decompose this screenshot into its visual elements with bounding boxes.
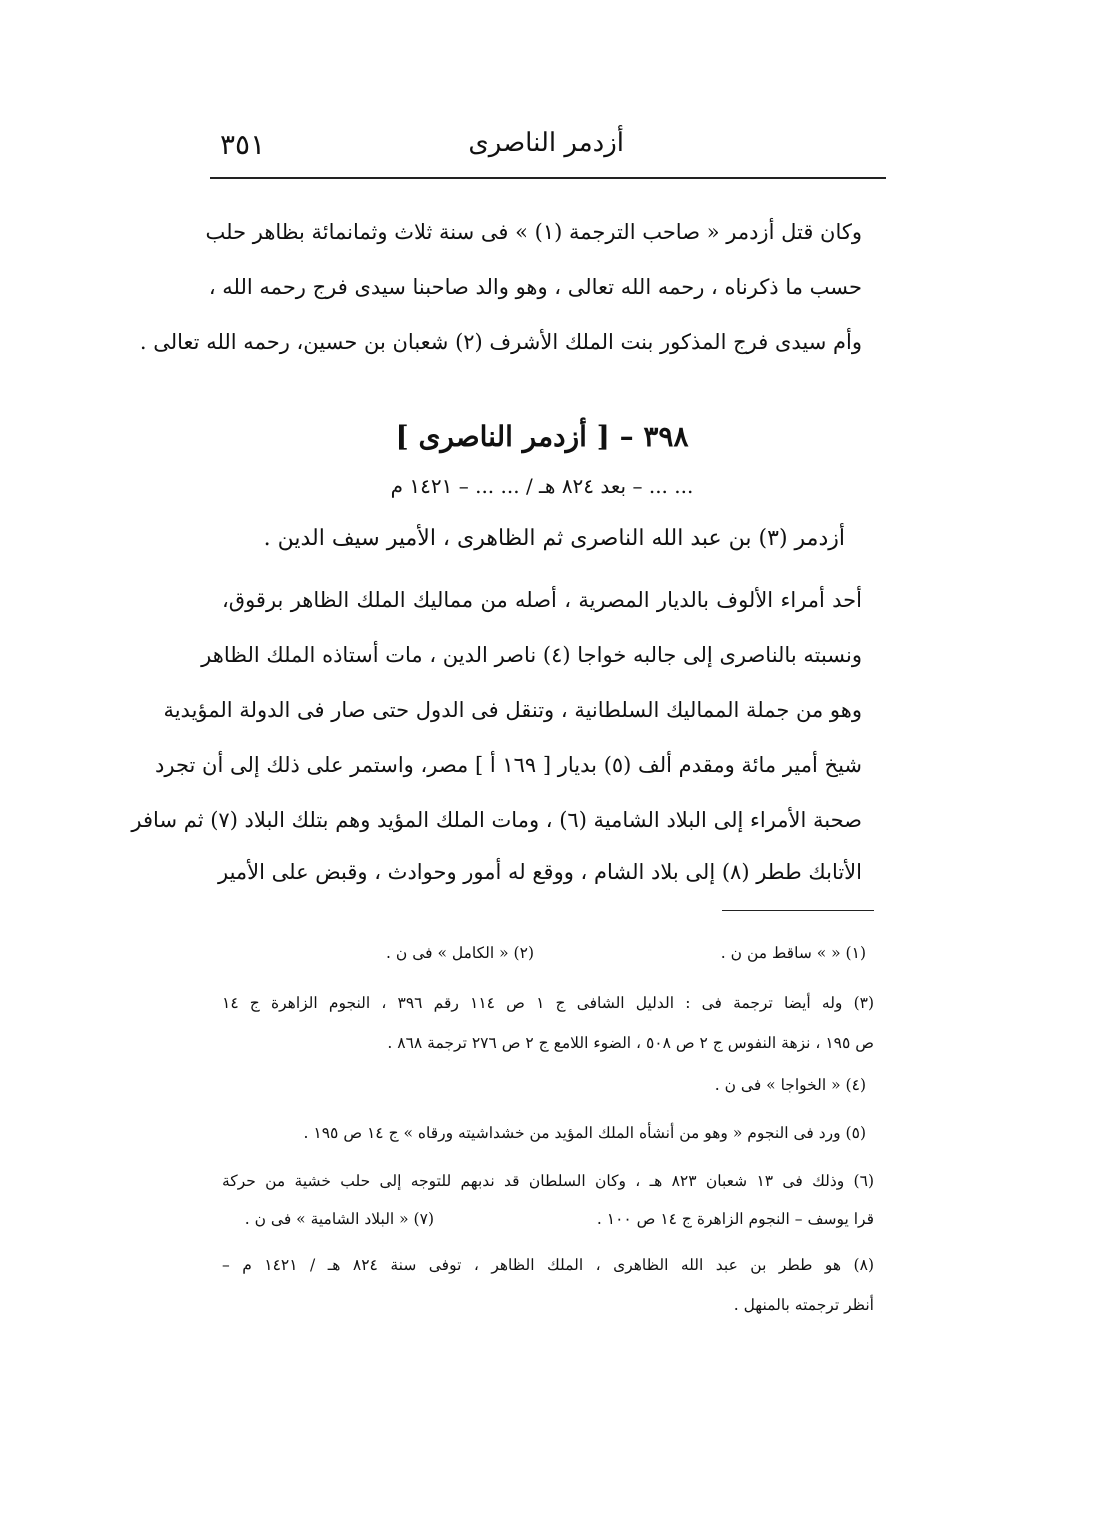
footnote-7: (٧) « البلاد الشامية » فى ن .	[244, 1210, 434, 1228]
intro-line-3: وأم سيدى فرج المذكور بنت الملك الأشرف (٢) شعبان بن حسين، رحمه الله تعالى .	[139, 330, 862, 354]
entry-title: ٣٩٨ – [ أزدمر الناصرى ]	[395, 420, 689, 453]
page-number: ٣٥١	[220, 128, 266, 161]
running-title: أزدمر الناصرى	[468, 128, 624, 158]
footnote-6-line-2: قرا يوسف – النجوم الزاهرة ج ١٤ ص ١٠٠ .	[596, 1210, 874, 1228]
footnote-3-line-1: (٣) وله أيضا ترجمة فى : الدليل الشافى ج ١ ص ١١٤ رقم ٣٩٦ ، النجوم الزاهرة ج ١٤	[222, 994, 875, 1012]
body-line-2: ونسبته بالناصرى إلى جالبه خواجا (٤) ناصر الدين ، مات أستاذه الملك الظاهر	[201, 643, 862, 667]
body-line-6: الأتابك ططر (٨) إلى بلاد الشام ، ووقع له أمور وحوادث ، وقبض على الأمير	[217, 860, 862, 884]
footnote-5: (٥) ورد فى النجوم « وهو من أنشأه الملك المؤيد من خشداشيته ورقاه » ج ١٤ ص ١٩٥ .	[303, 1124, 866, 1142]
header-rule	[210, 177, 886, 179]
body-line-5: صحبة الأمراء إلى البلاد الشامية (٦) ، ومات الملك المؤيد وهم بتلك البلاد (٧) ثم سافر	[131, 808, 862, 832]
footnote-4: (٤) « الخواجا » فى ن .	[714, 1076, 866, 1094]
footnote-2: (٢) « الكامل » فى ن .	[386, 944, 534, 962]
body-line-4: شيخ أمير مائة ومقدم ألف (٥) بديار [ ١٦٩ أ ] مصر، واستمر على ذلك إلى أن تجرد	[155, 753, 862, 777]
footnote-row-1-2	[222, 944, 874, 968]
footnote-1: (١) « » ساقط من ن .	[720, 944, 866, 962]
intro-line-1: وكان قتل أزدمر « صاحب الترجمة (١) » فى سنة ثلاث وثمانمائة بظاهر حلب	[205, 220, 862, 244]
footnote-row-6b-7	[222, 1210, 874, 1234]
footnote-rule	[722, 910, 874, 911]
entry-dates: ... ... – بعد ٨٢٤ هـ / ... ... – ١٤٢١ م	[390, 474, 694, 498]
footnote-6-line-1: (٦) وذلك فى ١٣ شعبان ٨٢٣ هـ ، وكان السلطان قد ندبهم للتوجه إلى حلب خشية من حركة	[222, 1172, 874, 1190]
footnote-3-line-2: ص ١٩٥ ، نزهة النفوس ج ٢ ص ٥٠٨ ، الضوء اللامع ج ٢ ص ٢٧٦ ترجمة ٨٦٨ .	[387, 1034, 874, 1052]
intro-line-2: حسب ما ذكرناه ، رحمه الله تعالى ، وهو والد صاحبنا سيدى فرج رحمه الله ،	[208, 275, 862, 299]
footnote-8-line-2: أنظر ترجمته بالمنهل .	[733, 1296, 874, 1314]
footnote-8-line-1: (٨) هو ططر بن عبد الله الظاهرى ، الملك الظاهر ، توفى سنة ٨٢٤ هـ / ١٤٢١ م –	[222, 1256, 874, 1274]
body-line-1: أحد أمراء الألوف بالديار المصرية ، أصله من مماليك الملك الظاهر برقوق،	[222, 588, 862, 612]
entry-name-line: أزدمر (٣) بن عبد الله الناصرى ثم الظاهرى ، الأمير سيف الدين .	[263, 526, 845, 551]
running-header	[210, 128, 886, 168]
body-line-3: وهو من جملة المماليك السلطانية ، وتنقل فى الدول حتى صار فى الدولة المؤيدية	[163, 698, 862, 722]
